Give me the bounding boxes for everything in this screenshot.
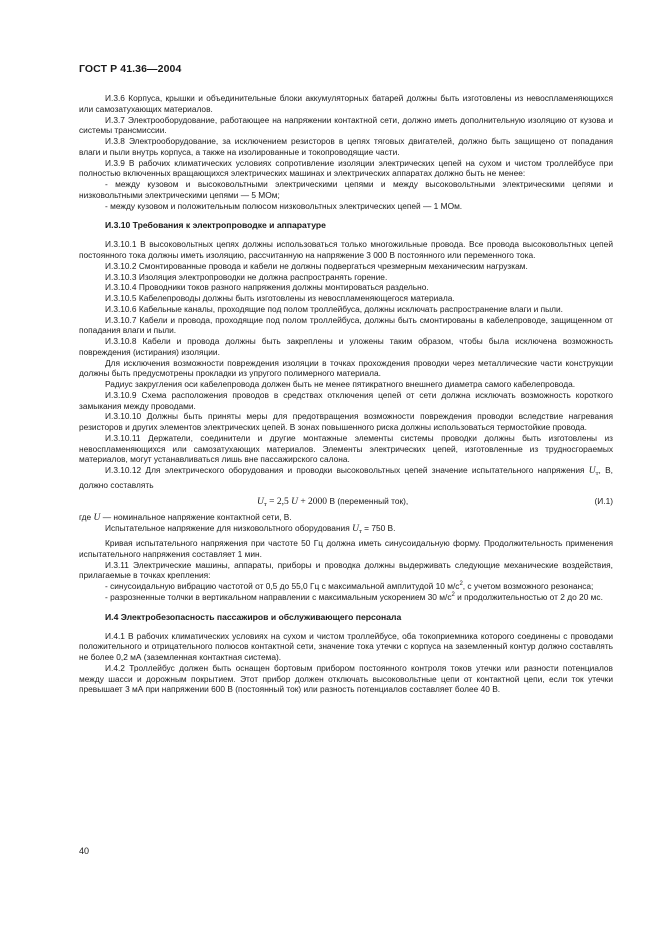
clause-i-3-10-10: И.3.10.10 Должны быть приняты меры для предотвращения возможности повреждения проводки вследствие нагревания резисторов и других элементов электрических цепей. В зонах повышенного риска должны использоваться термостойкие провода. [79, 411, 613, 432]
formula-expression: $U_т = 2,5$ U + 2000 В (переменный ток), [257, 495, 409, 508]
clause-i-3-10-12-text-b: , В, должно составлять [79, 465, 613, 490]
low-voltage-test-symbol: $U_т$ [352, 524, 362, 536]
paragraph-low-voltage-test: Испытательное напряжение для низковольтного оборудования $U_т = 750$ В. [105, 523, 396, 536]
paragraph-insulation-pads: Для исключения возможности повреждения изоляции в точках прохождения проводки через металлические части конструкции должны быть предусмотрены прокладки из упругого полимерного материала. [79, 357, 613, 379]
list-item-shocks: - разрозненные толчки в вертикальном направлении с максимальным ускорением 30 $м/с^2$ и продолжительностью от 2 до 20 мс. [105, 591, 603, 602]
clause-i-3-9: И.3.9 В рабочих климатических условиях сопротивление изоляции электрических цепей на сухом и чистом троллейбусе при полностью включенных вращающихся электрических машинах и электрических аппаратах должно быть не менее: [79, 157, 613, 179]
clause-i-4-1: И.4.1 В рабочих климатических условиях на сухом и чистом троллейбусе, оба токоприемника которого соединены с проводами положительного и отрицательного полюсов контактной сети, значение тока утечки с корпуса на заземленный контур должно составлять не более 0,2 мА (заземленная контактная система). [79, 630, 613, 662]
formula-number: (И.1) [594, 495, 613, 506]
page-number: 40 [79, 846, 90, 856]
clause-i-3-10-8: И.3.10.8 Кабели и провода должны быть закреплены и уложены таким образом, чтобы была исключена возможность повреждения (истирания) изоляции. [79, 336, 613, 357]
paragraph-bend-radius: Радиус закругления оси кабелепровода должен быть не менее пятикратного внешнего диаметра самого кабелепровода. [105, 379, 576, 389]
formula-i-1 [79, 495, 613, 508]
list-item-insulation-1: - между кузовом и высоковольтными электрическими цепями и между высоковольтными электрическими цепями и низковольтными электрическими цепями — 5 МОм; [79, 179, 613, 200]
section-heading-i-3-10: И.3.10 Требования к электропроводке и аппаратуре [105, 220, 326, 231]
clause-i-3-10-2: И.3.10.2 Смонтированные провода и кабели не должны подвергаться чрезмерным механическим нагрузкам. [105, 260, 528, 271]
clause-i-3-7: И.3.7 Электрооборудование, работающее на напряжении контактной сети, должно иметь дополнительную изоляцию от кузова и системы трансмиссии. [79, 114, 613, 136]
clause-i-3-10-11: И.3.10.11 Держатели, соединители и другие монтажные элементы системы проводки должны быть изготовлены из невоспламеняющихся или самозатухающих материалов. Элементы электрических цепей, изготовленные из трудносгораемых материалов, могут устанавливаться лишь вне пассажирского салона. [79, 432, 613, 465]
list-item-insulation-2: - между кузовом и положительным полюсом низковольтных электрических цепей — 1 МОм. [105, 200, 463, 211]
document-header: ГОСТ Р 41.36—2004 [79, 63, 182, 75]
paragraph-test-curve: Кривая испытательного напряжения при частоте 50 Гц должна иметь синусоидальную форму. Продолжительность применения испытательного напряжения составляет 1 мин. [79, 538, 613, 559]
test-voltage-symbol: $U_т$ [588, 466, 599, 477]
clause-i-3-8: И.3.8 Электрооборудование, за исключением резисторов в цепях тяговых двигателей, должно быть защищено от попадания влаги и пыли внутрь корпуса, а также на изолированные и токопроводящие части. [79, 136, 613, 157]
clause-i-3-10-6: И.3.10.6 Кабельные каналы, проходящие под полом троллейбуса, должны исключать распространение влаги и пыли. [105, 303, 563, 314]
paragraph-where-u: где U — номинальное напряжение контактной сети, В. [79, 511, 292, 523]
clause-i-3-10-5: И.3.10.5 Кабелепроводы должны быть изготовлены из невоспламеняющегося материала. [105, 293, 455, 303]
clause-i-3-6: И.3.6 Корпуса, крышки и объединительные блоки аккумуляторных батарей должны быть изготовлены из невоспламеняющихся или самозатухающих материалов. [79, 93, 613, 114]
clause-i-3-10-7: И.3.10.7 Кабели и провода, проходящие под полом троллейбуса, должны быть смонтированы в кабелепроводе, защищенном от попадания влаги и пыли. [79, 314, 613, 336]
document-body [79, 93, 613, 695]
clause-i-3-11: И.3.11 Электрические машины, аппараты, приборы и проводка должны выдерживать следующие механические воздействия, прилагаемые в точках крепления: [79, 559, 613, 581]
clause-i-4-2: И.4.2 Троллейбус должен быть оснащен бортовым прибором постоянного контроля токов утечки или разности потенциалов между шасси и дорожным покрытием. Этот прибор должен отключать высоковольтные цепи от контактной цепи, если ток утечки превышает 3 мА при напряжении 600 В (постоянный ток) или разность потенциалов составляет более 40 В. [79, 662, 613, 695]
clause-i-3-10-3: И.3.10.3 Изоляция электропроводки не должна распространять горение. [105, 271, 388, 282]
clause-i-3-10-9: И.3.10.9 Схема расположения проводов в средствах отключения цепей от сети должна исключать возможность короткого замыкания между проводами. [79, 389, 613, 411]
clause-i-3-10-12-text-a: И.3.10.12 Для электрического оборудования и проводки высоковольтных цепей значение испытательного напряжения [105, 465, 585, 475]
list-item-vibration: - синусоидальную вибрацию частотой от 0,5 до 55,0 Гц с максимальной амплитудой 10 $м/с^2$, с учетом возможного резонанса; [105, 581, 594, 591]
nominal-voltage-symbol: U [93, 512, 101, 523]
section-heading-i-4: И.4 Электробезопасность пассажиров и обслуживающего персонала [105, 611, 402, 622]
clause-i-3-10-12 [79, 465, 613, 491]
clause-i-3-10-4: И.3.10.4 Проводники токов разного напряжения должны монтироваться раздельно. [105, 282, 429, 293]
clause-i-3-10-1: И.3.10.1 В высоковольтных цепях должны использоваться только многожильные провода. Все провода высоковольтных цепей постоянного тока должны иметь изоляцию, рассчитанную на напряжение 3 000 В постоянного или переменного тока. [79, 239, 613, 260]
